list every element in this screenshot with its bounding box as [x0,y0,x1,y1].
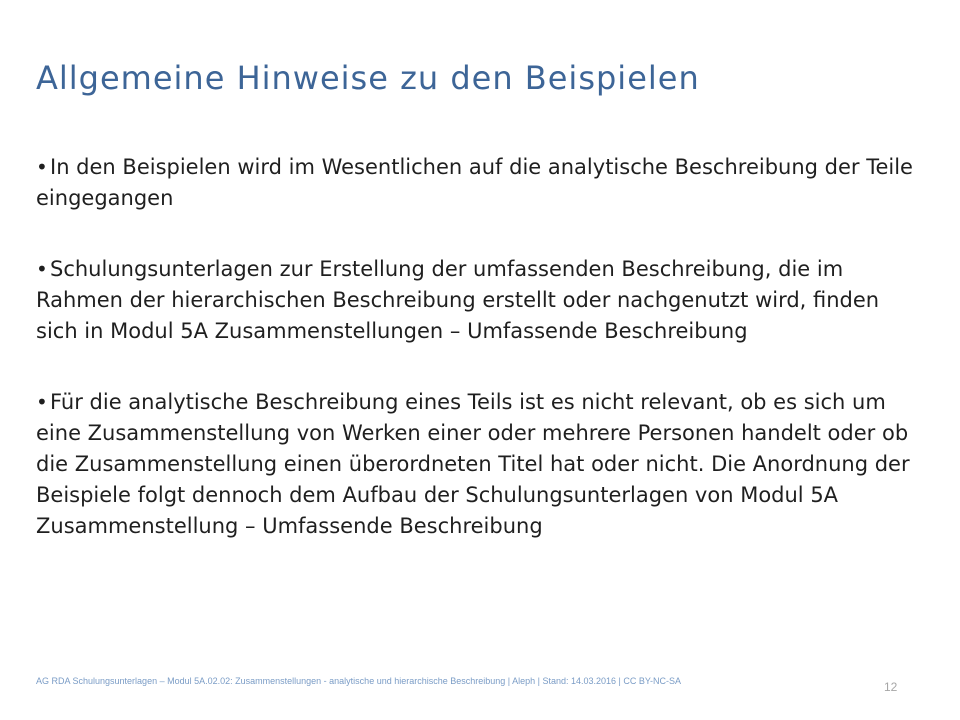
footer-text: AG RDA Schulungsunterlagen – Modul 5A.02.02: Zusammenstellungen - analytische und hierarchische Beschreibung | Aleph | Stand: 14.03.2016 | CC BY-NC-SA [36,676,682,686]
bullet-item [36,152,926,214]
slide-title: Allgemeine Hinweise zu den Beispielen [36,59,700,97]
bullet-icon: • [36,390,48,414]
page-number: 12 [884,680,898,694]
bullet-icon: • [36,155,48,179]
bullet-text: In den Beispielen wird im Wesentlichen auf die analytische Beschreibung der Teile eingegangen [36,155,913,210]
bullet-text: Schulungsunterlagen zur Erstellung der umfassenden Beschreibung, die im Rahmen der hierarchischen Beschreibung erstellt oder nachgenutzt wird, finden sich in Modul 5A Zusammenstellungen – Umfassende Beschreibung [36,257,880,343]
bullet-icon: • [36,257,48,281]
bullet-item [36,387,926,542]
bullet-text: Für die analytische Beschreibung eines Teils ist es nicht relevant, ob es sich um eine Zusammenstellung von Werken einer oder mehrere Personen handelt oder ob die Zusammenstellung einen überordneten Titel hat oder nicht. Die Anordnung der Beispiele folgt dennoch dem Aufbau der Schulungsunterlagen von Modul 5A Zusammenstellung – Umfassende Beschreibung [36,390,910,538]
bullet-list [36,152,926,582]
bullet-item [36,254,926,347]
